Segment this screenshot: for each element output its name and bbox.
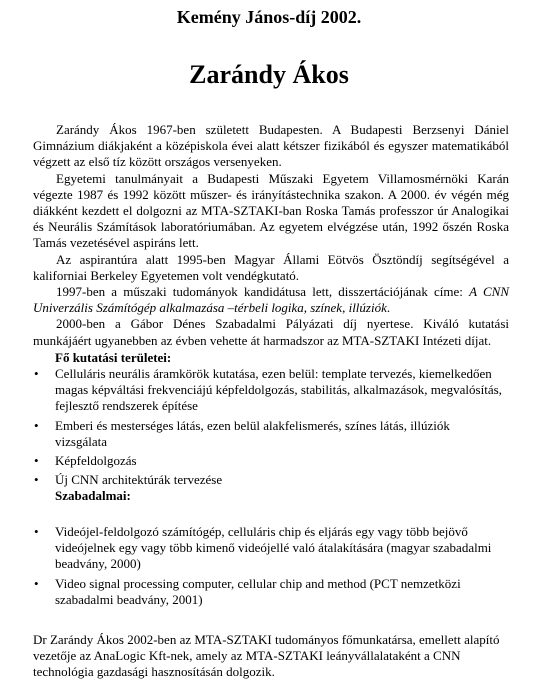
- bullet-icon: •: [34, 366, 39, 381]
- patents-list: [33, 524, 503, 611]
- patents-heading: Szabadalmai:: [55, 488, 131, 503]
- candidate-text-end: .: [386, 300, 391, 316]
- bullet-icon: •: [34, 524, 39, 539]
- biography-body: [33, 122, 509, 349]
- bullet-icon: •: [34, 453, 39, 469]
- list-item: • Videójel-feldolgozó számítógép, celluláris chip és eljárás egy vagy több bejövő videójelnek egy vagy több kimenő videójellé való átalakítására (magyar szabadalmi beadvány, 2000): [34, 524, 492, 572]
- list-item: • Új CNN architektúrák tervezése: [34, 472, 223, 488]
- list-item: • Emberi és mesterséges látás, ezen belül alakfelismerés, színes látás, illúziók vizsgálata: [34, 417, 450, 449]
- bio-paragraph-birth: Zarándy Ákos 1967-ben született Budapesten. A Budapesti Berzsenyi Dániel Gimnázium diákjaként a középiskola évei alatt kétszer fizikából és egyszer matematikából végzett az első tíz között országos versenyeken.: [33, 122, 509, 170]
- research-list: [33, 366, 503, 491]
- list-item: • Video signal processing computer, cellular chip and method (PCT nemzetközi szabadalmi beadvány, 2001): [34, 575, 461, 607]
- person-name-title: Zarándy Ákos: [189, 60, 349, 89]
- list-item: • Képfeldolgozás: [34, 453, 137, 469]
- bio-paragraph-berkeley: Az aspirantúra alatt 1995-ben Magyar Állami Eötvös Ösztöndíj segítségével a kaliforniai Berkeley Egyetemen volt vendégkutató.: [33, 251, 509, 283]
- dissertation-title: A CNN Univerzális Számítógép alkalmazása –térbeli logika, színek, illúziók: [33, 284, 510, 316]
- bio-paragraph-awards: 2000-ben a Gábor Dénes Szabadalmi Pályázati díj nyertese. Kiváló kutatási munkájáért ugyanebben az évben vehette át harmadszor az MTA-SZTAKI Intézeti díjat.: [33, 316, 509, 348]
- award-title: Kemény János-díj 2002.: [176, 7, 362, 27]
- research-heading: Fő kutatási területei:: [55, 350, 172, 365]
- bullet-icon: •: [34, 417, 39, 433]
- bio-paragraph-university: Egyetemi tanulmányait a Budapesti Műszaki Egyetem Villamosmérnöki Karán végezte 1987 és 1992 között műszer- és irányítástechnika szakon. A 2000. év végén még diákként kezdett el dolgozni az MTA-SZTAKI-ban Roska Tamás professzor úr Analogikai és Neurális Számítások laboratóriumában. Az egyetem elvégzése után, 1992 őszén Roska Tamás vezetésével aspiráns lett.: [33, 170, 509, 251]
- list-item: • Celluláris neurális áramkörök kutatása, ezen belül: template tervezés, kiemelkedően magas képváltási frekvenciájú képfeldolgozás, stabilitás, alkalmazások, megvalósítás, fejlesztő rendszerek építése: [34, 366, 502, 414]
- closing-paragraph: Dr Zarándy Ákos 2002-ben az MTA-SZTAKI tudományos főmunkatársa, emellett alapító vezetője az AnaLogic Kft-nek, amely az MTA-SZTAKI leányvállalataként a CNN technológia gazdasági hasznosításán dolgozik.: [33, 632, 500, 680]
- bullet-icon: •: [34, 472, 39, 488]
- bio-paragraph-candidate: [33, 284, 509, 316]
- bullet-icon: •: [34, 575, 39, 591]
- candidate-text: 1997-ben a műszaki tudományok kandidátusa lett, disszertációjának címe:: [56, 284, 470, 300]
